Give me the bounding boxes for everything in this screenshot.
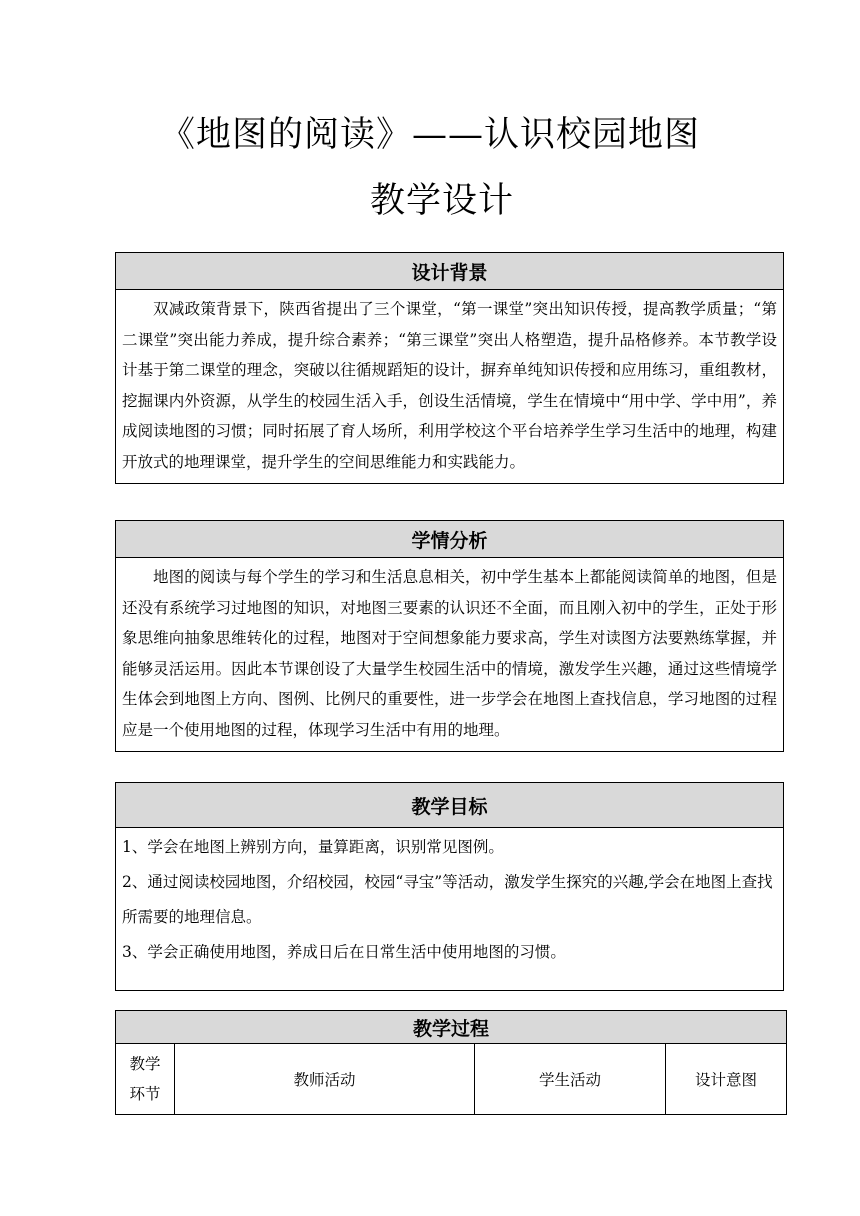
background-text: 双减政策背景下，陕西省提出了三个课堂，“第一课堂”突出知识传授，提高教学质量；“第二课堂”突出能力养成，提升综合素养；“第三课堂”突出人格塑造，提升品格修养。本节教学设计基于第二课堂的理念，突破以往循规蹈矩的设计，摒弃单纯知识传授和应用练习，重组教材，挖掘课内外资源，从学生的校园生活入手，创设生活情境，学生在情境中“用中学、学中用”，养成阅读地图的习惯；同时拓展了育人场所，利用学校这个平台培养学生学习生活中的地理，构建开放式的地理课堂，提升学生的空间思维能力和实践能力。: [116, 290, 784, 484]
doc-title-line2: 教学设计: [369, 181, 514, 221]
stage-label-line2: 环节: [129, 1085, 161, 1103]
goals-section: [115, 782, 784, 991]
doc-title-line1: 《地图的阅读》——认识校园地图: [159, 115, 700, 155]
column-header-stage: [116, 1044, 175, 1115]
goal-item: 1、学会在地图上辨别方向，量算距离，识别常见图例。: [122, 838, 504, 856]
goals-list: [116, 828, 784, 991]
analysis-text: 地图的阅读与每个学生的学习和生活息息相关，初中学生基本上都能阅读简单的地图，但是还没有系统学习过地图的知识，对地图三要素的认识还不全面，而且刚入初中的学生，正处于形象思维向抽象思维转化的过程，地图对于空间想象能力要求高，学生对读图方法要熟练掌握，并能够灵活运用。因此本节课创设了大量学生校园生活中的情境，激发学生兴趣，通过这些情境学生体会到地图上方向、图例、比例尺的重要性，进一步学会在地图上查找信息，学习地图的过程应是一个使用地图的过程，体现学习生活中有用的地理。: [116, 558, 784, 752]
column-header-teacher: 教师活动: [175, 1044, 475, 1115]
column-header-student: 学生活动: [475, 1044, 666, 1115]
process-heading: 教学过程: [116, 1011, 787, 1044]
goal-item: 2、通过阅读校园地图，介绍校园，校园“寻宝”等活动，激发学生探究的兴趣,学会在地图上查找所需要的地理信息。: [122, 873, 773, 926]
goals-heading: 教学目标: [116, 783, 784, 828]
analysis-section: [115, 520, 784, 752]
background-heading: 设计背景: [116, 253, 784, 290]
background-section: [115, 252, 784, 484]
process-section: [115, 1010, 787, 1115]
goal-item: 3、学会正确使用地图，养成日后在日常生活中使用地图的习惯。: [122, 943, 566, 961]
stage-label-line1: 教学: [129, 1055, 161, 1073]
column-header-intent: 设计意图: [666, 1044, 787, 1115]
analysis-heading: 学情分析: [116, 521, 784, 558]
